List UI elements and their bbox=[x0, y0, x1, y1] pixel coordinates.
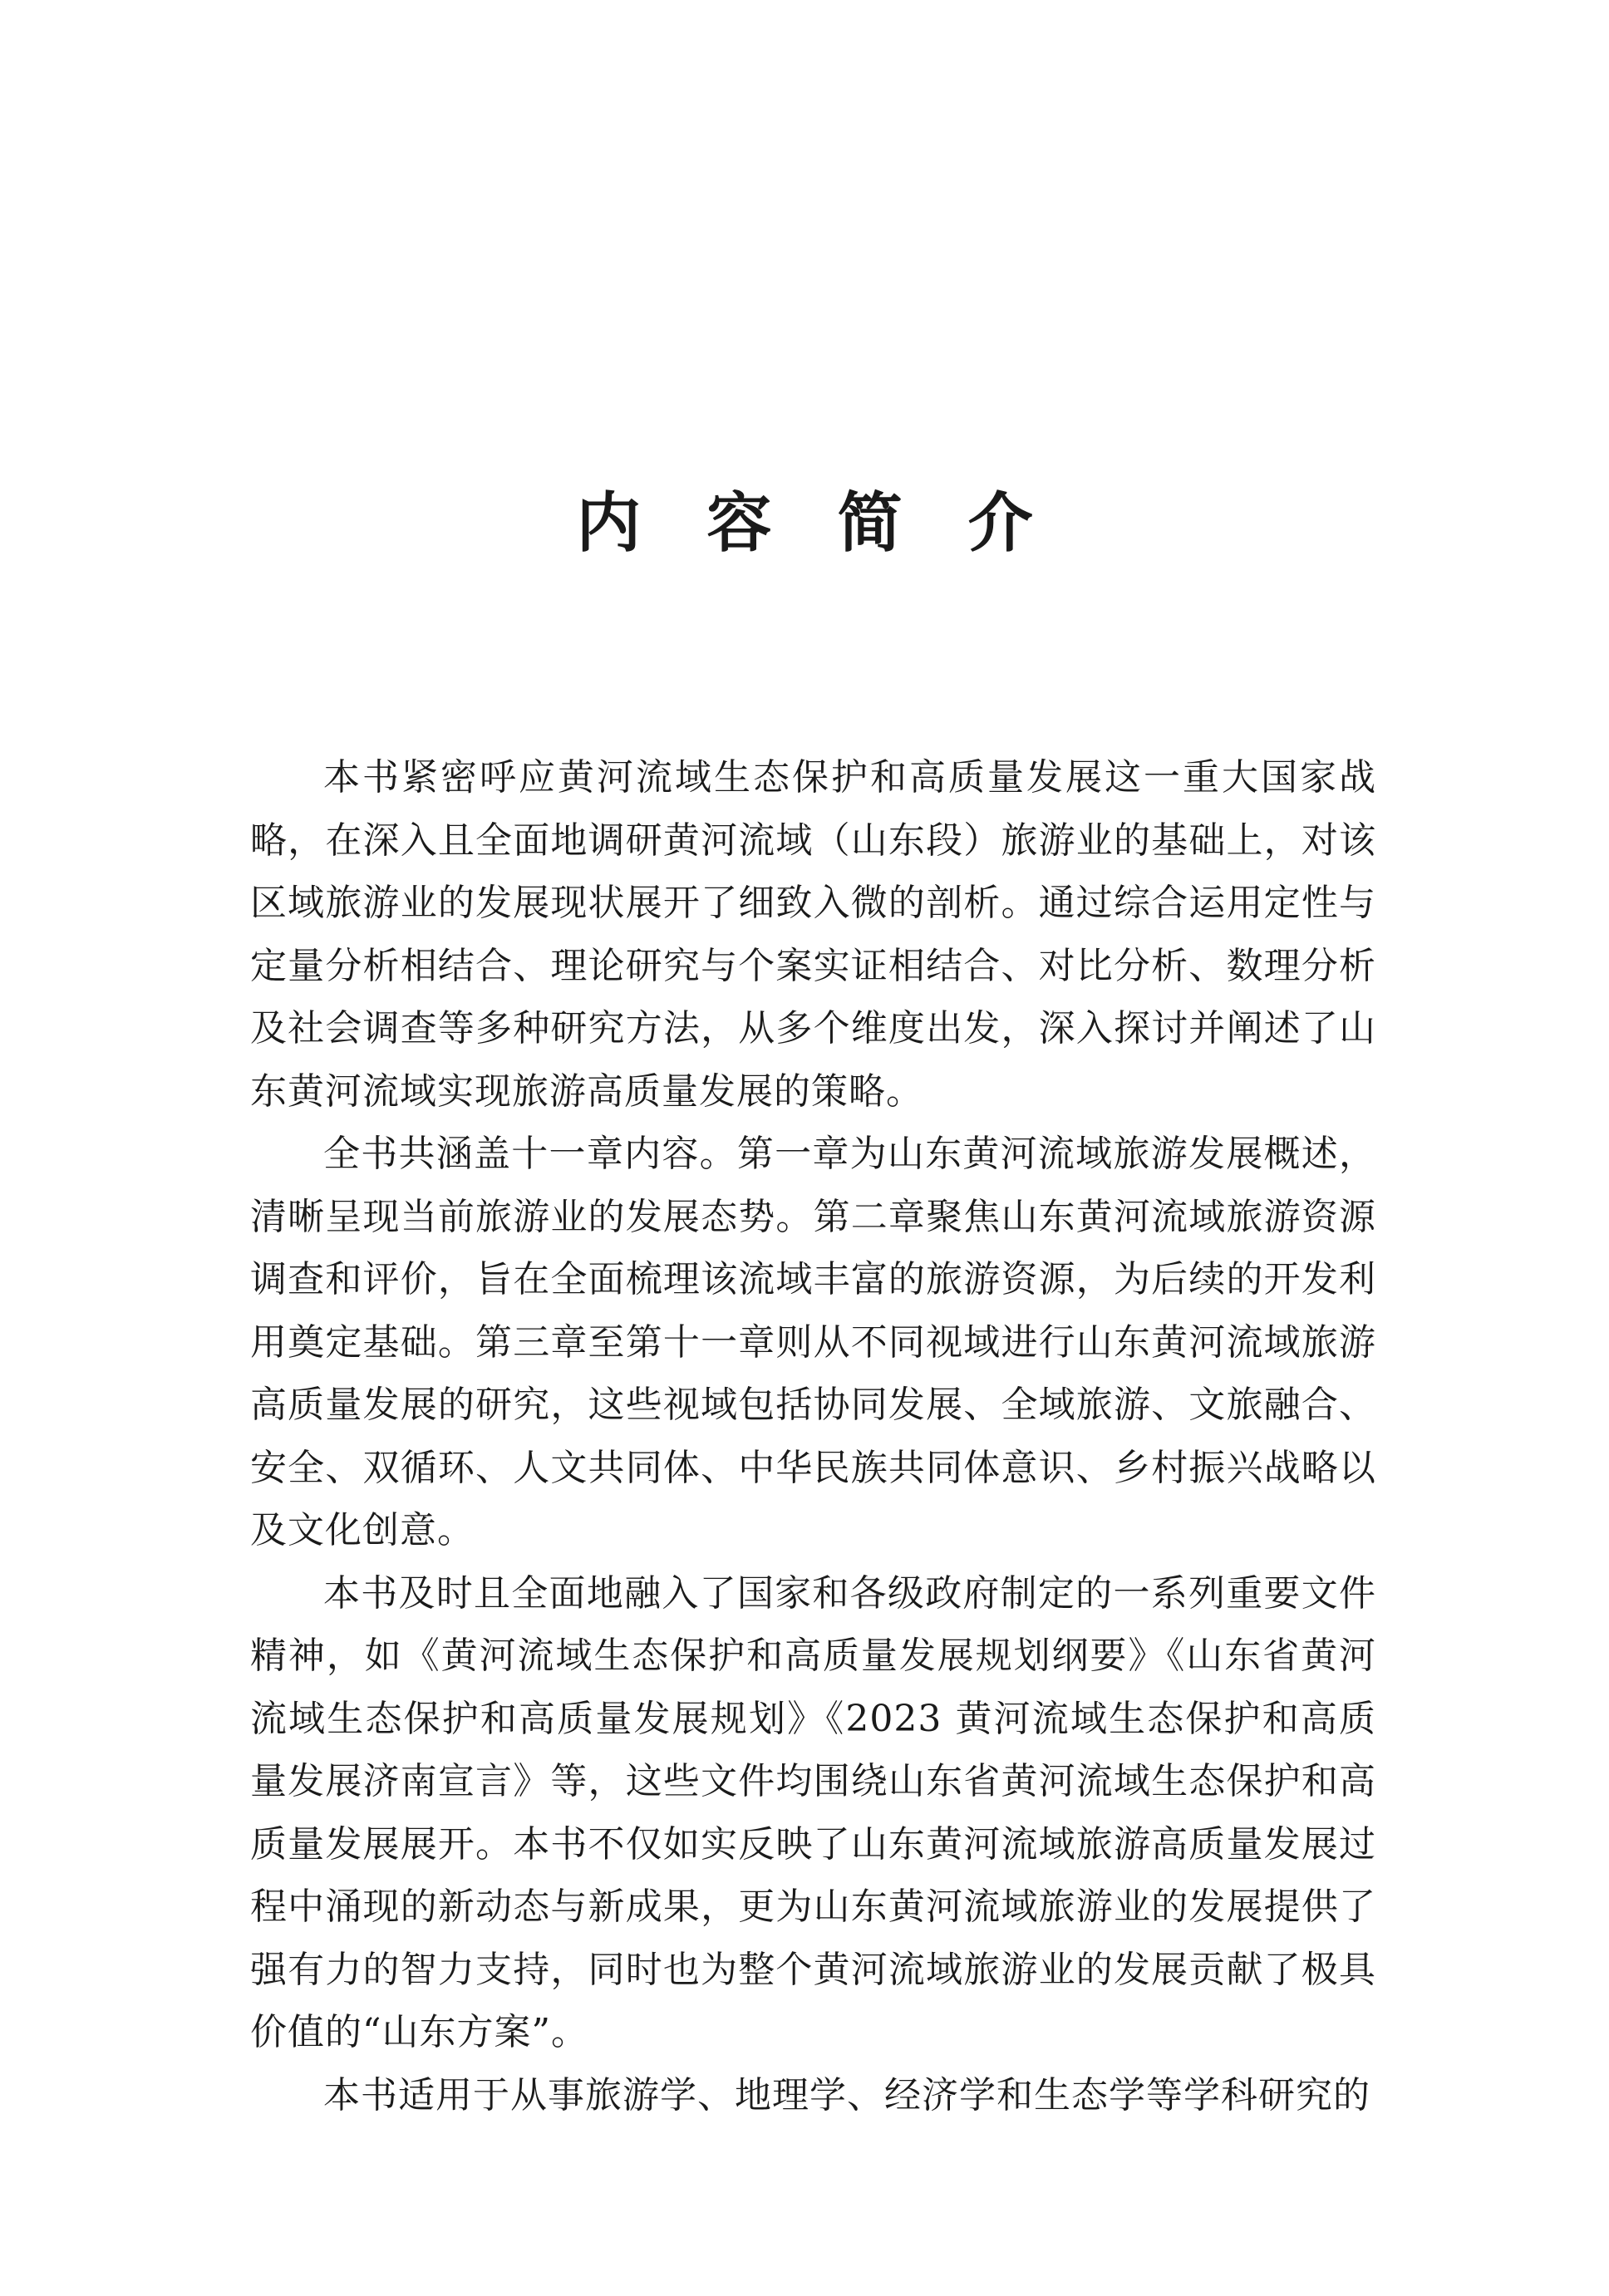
paragraph-2: 全书共涵盖十一章内容。第一章为山东黄河流域旅游发展概述，清晰呈现当前旅游业的发展态势。第二章聚焦山东黄河流域旅游资源调查和评价，旨在全面梳理该流域丰富的旅游资源，为后续的开发利用奠定基础。第三章至第十一章则从不同视域进行山东黄河流域旅游高质量发展的研究，这些视域包括协同发展、全域旅游、文旅融合、安全、双循环、人文共同体、中华民族共同体意识、乡村振兴战略以及文化创意。 bbox=[250, 1133, 1376, 1551]
paragraph-1: 本书紧密呼应黄河流域生态保护和高质量发展这一重大国家战略，在深入且全面地调研黄河流域（山东段）旅游业的基础上，对该区域旅游业的发展现状展开了细致入微的剖析。通过综合运用定性与定量分析相结合、理论研究与个案实证相结合、对比分析、数理分析及社会调查等多种研究方法，从多个维度出发，深入探讨并阐述了山东黄河流域实现旅游高质量发展的策略。 bbox=[250, 756, 1376, 1113]
paragraph-3: 本书及时且全面地融入了国家和各级政府制定的一系列重要文件精神，如《黄河流域生态保护和高质量发展规划纲要》《山东省黄河流域生态保护和高质量发展规划》《2023 黄河流域生态保护和高质量发展济南宣言》等，这些文件均围绕山东省黄河流域生态保护和高质量发展展开。本书不仅如实反映了山东黄河流域旅游高质量发展过程中涌现的新动态与新成果，更为山东黄河流域旅游业的发展提供了强有力的智力支持，同时也为整个黄河流域旅游业的发展贡献了极具价值的“山东方案”。 bbox=[250, 1571, 1376, 2053]
page-title: 内 容 简 介 bbox=[576, 485, 1055, 561]
summary-body bbox=[250, 746, 1376, 2126]
paragraph-4: 本书适用于从事旅游学、地理学、经济学和生态学等学科研究的 bbox=[323, 2073, 1370, 2117]
